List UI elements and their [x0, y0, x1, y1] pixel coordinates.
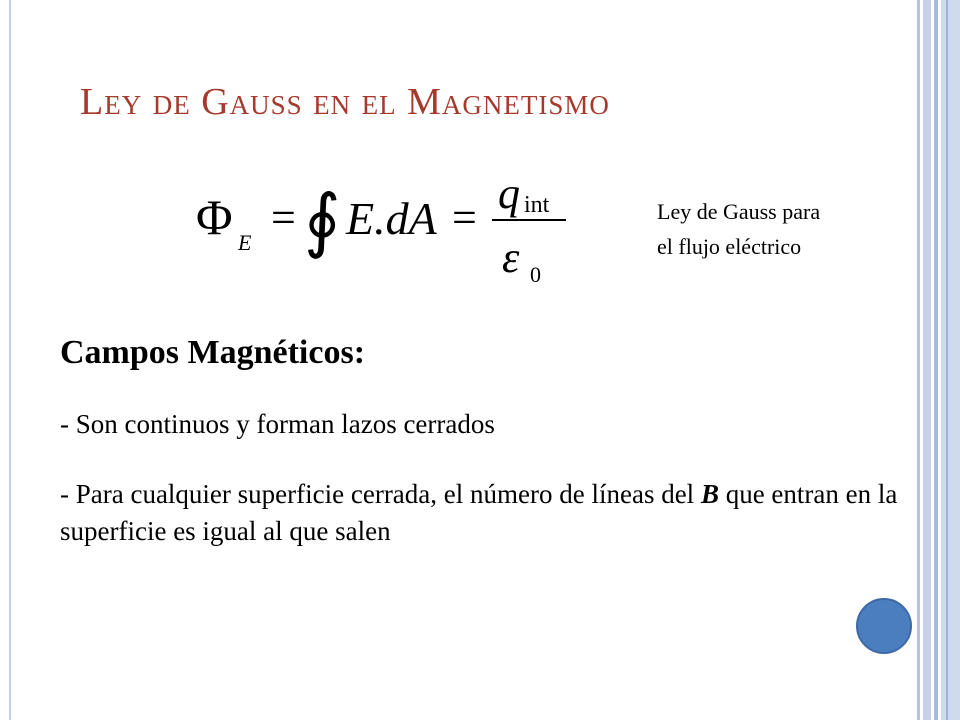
slide-frame-left-line [9, 0, 11, 720]
bullet-point: - Son continuos y forman lazos cerrados [60, 409, 495, 439]
gauss-law-equation [196, 168, 596, 298]
bullet-point [60, 476, 910, 550]
equation-caption-line1: Ley de Gauss para [657, 199, 821, 224]
equation-caption-line2: el flujo eléctrico [657, 234, 802, 259]
slide-title: Ley de Gauss en el Magnetismo [80, 81, 610, 123]
equation-numerator-subscript: int [524, 192, 550, 218]
slide-frame-right-bands [917, 0, 960, 720]
equation-integrand: E.dA [346, 193, 437, 244]
equation-phi: Φ [196, 189, 233, 245]
decorative-circle [856, 598, 912, 654]
equation-integral: ∮ [304, 183, 341, 260]
section-heading: Campos Magnéticos: [60, 334, 366, 371]
equation-svg [196, 168, 596, 298]
magnetic-field-symbol: B [700, 479, 719, 509]
equation-denominator-subscript: 0 [530, 262, 541, 287]
frame-band [917, 0, 920, 720]
equation-caption [657, 194, 907, 264]
bullet-text-part2: que entran en la superficie es igual al que salen [60, 479, 898, 546]
frame-band [934, 0, 938, 720]
equation-numerator-q: q [498, 169, 520, 218]
frame-band [941, 0, 960, 720]
equation-denominator-epsilon: ε [502, 233, 520, 282]
equation-equals-2: = [452, 193, 477, 242]
bullet-text-part1: - Para cualquier superficie cerrada, el número de líneas del [60, 479, 701, 509]
equation-phi-subscript: E [238, 230, 252, 255]
frame-band [923, 0, 931, 720]
frame-band [946, 0, 948, 720]
equation-equals-1: = [271, 193, 296, 242]
